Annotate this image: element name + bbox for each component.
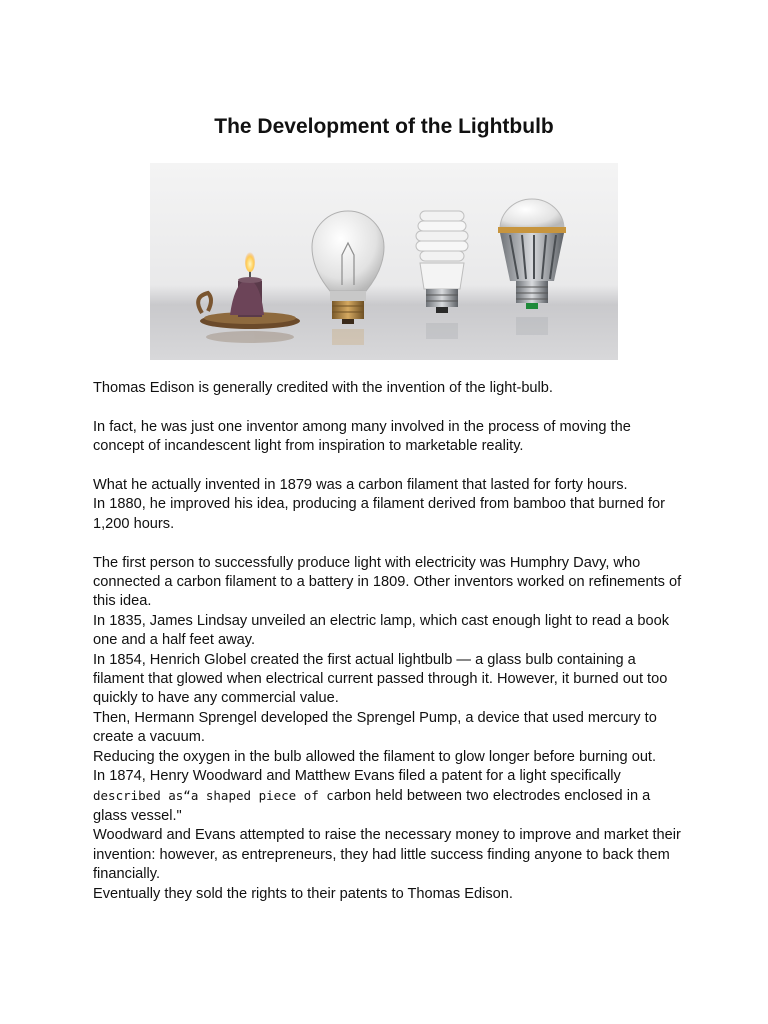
document-title: The Development of the Lightbulb xyxy=(214,115,554,138)
lightbulb-evolution-illustration xyxy=(150,163,618,360)
paragraph-line: Reducing the oxygen in the bulb allowed the filament to glow longer before burning out. xyxy=(93,748,657,765)
patent-text-after: arbon held between two electrodes enclosed in a glass vessel." xyxy=(93,788,651,824)
paragraph: Thomas Edison is generally credited with the invention of the light-bulb. xyxy=(93,380,553,396)
document-body xyxy=(93,379,683,904)
paragraph-line: In 1854, Henrich Globel created the first actual lightbulb — a glass bulb containing a filament that glowed when electrical current passed through it. However, it burned out too quickly to have any commercial value. xyxy=(93,651,668,707)
lightbulb-evolution-photo xyxy=(150,163,618,360)
patent-quote-mono: described as“a shaped piece of c xyxy=(93,788,334,804)
paragraph-line: Woodward and Evans attempted to raise the necessary money to improve and market their invention: however, as entrepreneurs, they had little success finding anyone to back them financially. xyxy=(93,827,681,883)
patent-text-before: In 1874, Henry Woodward and Matthew Evans filed a patent for a light specifically xyxy=(93,768,621,785)
paragraph-line: What he actually invented in 1879 was a carbon filament that lasted for forty hours. xyxy=(93,477,628,493)
patent-paragraph xyxy=(93,767,683,826)
paragraph-line: In 1880, he improved his idea, producing a filament derived from bamboo that burned for 1,200 hours. xyxy=(93,496,665,532)
paragraph-line: Eventually they sold the rights to their patents to Thomas Edison. xyxy=(93,885,513,902)
paragraph-line: Then, Hermann Sprengel developed the Sprengel Pump, a device that used mercury to create a vacuum. xyxy=(93,709,657,746)
paragraph-line: In 1835, James Lindsay unveiled an electric lamp, which cast enough light to read a book one and a half feet away. xyxy=(93,612,669,649)
paragraph-line: The first person to successfully produce light with electricity was Humphry Davy, who connected a carbon filament to a battery in 1809. Other inventors worked on refinements of this idea. xyxy=(93,554,682,610)
paragraph: In fact, he was just one inventor among many involved in the process of moving the concept of incandescent light from inspiration to marketable reality. xyxy=(93,418,631,455)
